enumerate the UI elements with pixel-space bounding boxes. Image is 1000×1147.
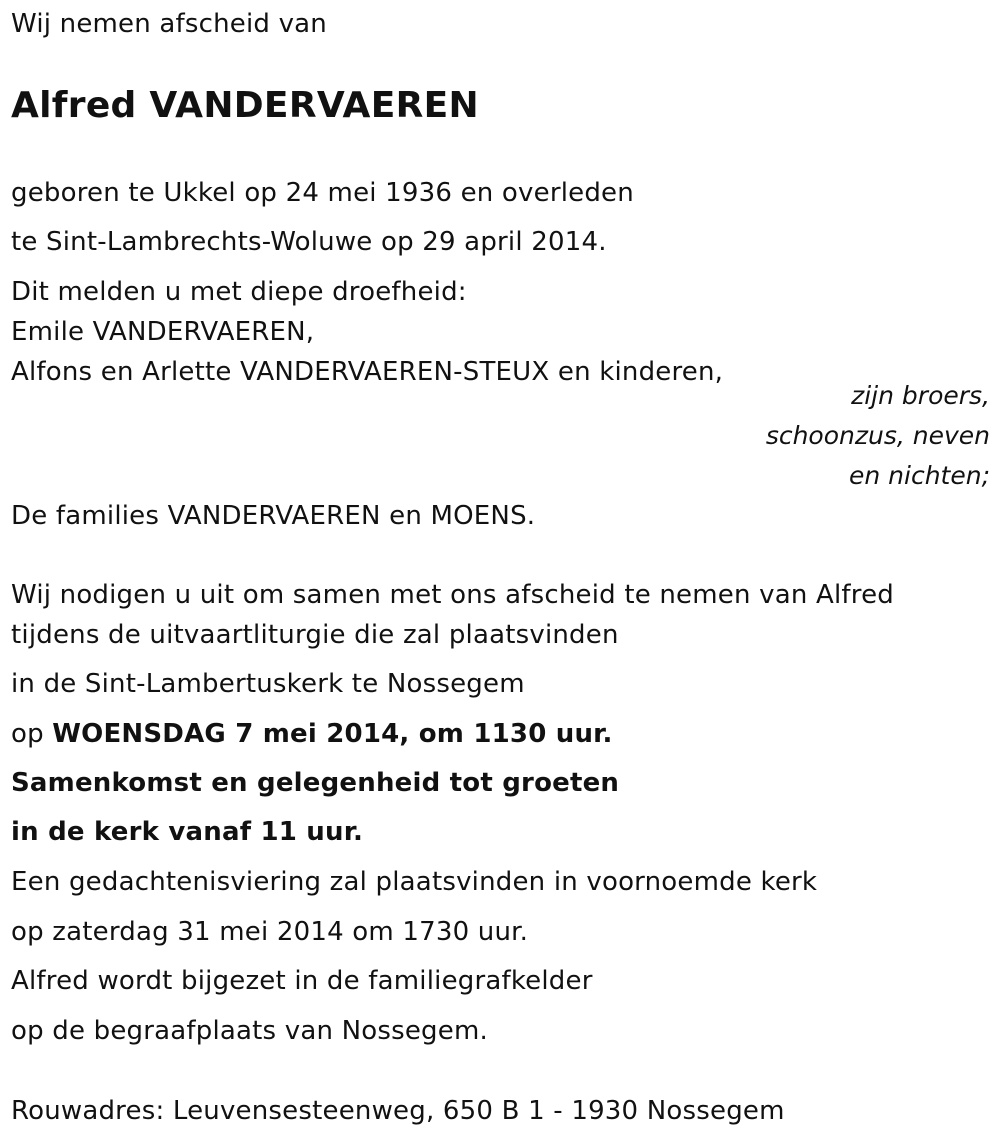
- burial-line-1: Alfred wordt bijgezet in de familiegrafkelder: [11, 966, 593, 996]
- memorial-line-1: Een gedachtenisviering zal plaatsvinden in voornoemde kerk: [11, 867, 818, 897]
- opening-line: Wij nemen afscheid van: [11, 9, 327, 39]
- relation-line-3: en nichten;: [848, 461, 990, 490]
- memorial-line-2: op zaterdag 31 mei 2014 om 1730 uur.: [11, 917, 529, 947]
- mourner-emile: Emile VANDERVAEREN,: [11, 317, 315, 347]
- deceased-name: Alfred VANDERVAEREN: [11, 85, 479, 126]
- funeral-date: WOENSDAG 7 mei 2014, om 1130 uur.: [52, 719, 613, 749]
- birth-line: geboren te Ukkel op 24 mei 1936 en overleden: [11, 178, 634, 208]
- mourning-address: Rouwadres: Leuvensesteenweg, 650 B 1 - 1930 Nossegem: [11, 1096, 785, 1126]
- mourners-intro: Dit melden u met diepe droefheid:: [11, 277, 467, 307]
- funeral-date-prefix: op: [11, 719, 44, 749]
- invitation-line-2: tijdens de uitvaartliturgie die zal plaatsvinden: [11, 620, 619, 650]
- invitation-line-3: in de Sint-Lambertuskerk te Nossegem: [11, 669, 525, 699]
- mourner-alfons-arlette: Alfons en Arlette VANDERVAEREN-STEUX en kinderen,: [11, 357, 724, 387]
- relation-line-1: zijn broers,: [851, 381, 990, 410]
- funeral-date-line: [11, 718, 613, 750]
- gathering-line-2: in de kerk vanaf 11 uur.: [11, 817, 364, 847]
- burial-line-2: op de begraafplaats van Nossegem.: [11, 1016, 488, 1046]
- gathering-line-1: Samenkomst en gelegenheid tot groeten: [11, 768, 620, 798]
- relation-line-2: schoonzus, neven: [765, 421, 990, 450]
- invitation-line-1: Wij nodigen u uit om samen met ons afscheid te nemen van Alfred: [11, 580, 894, 610]
- death-line: te Sint-Lambrechts-Woluwe op 29 april 2014.: [11, 227, 607, 257]
- families-line: De families VANDERVAEREN en MOENS.: [11, 501, 536, 531]
